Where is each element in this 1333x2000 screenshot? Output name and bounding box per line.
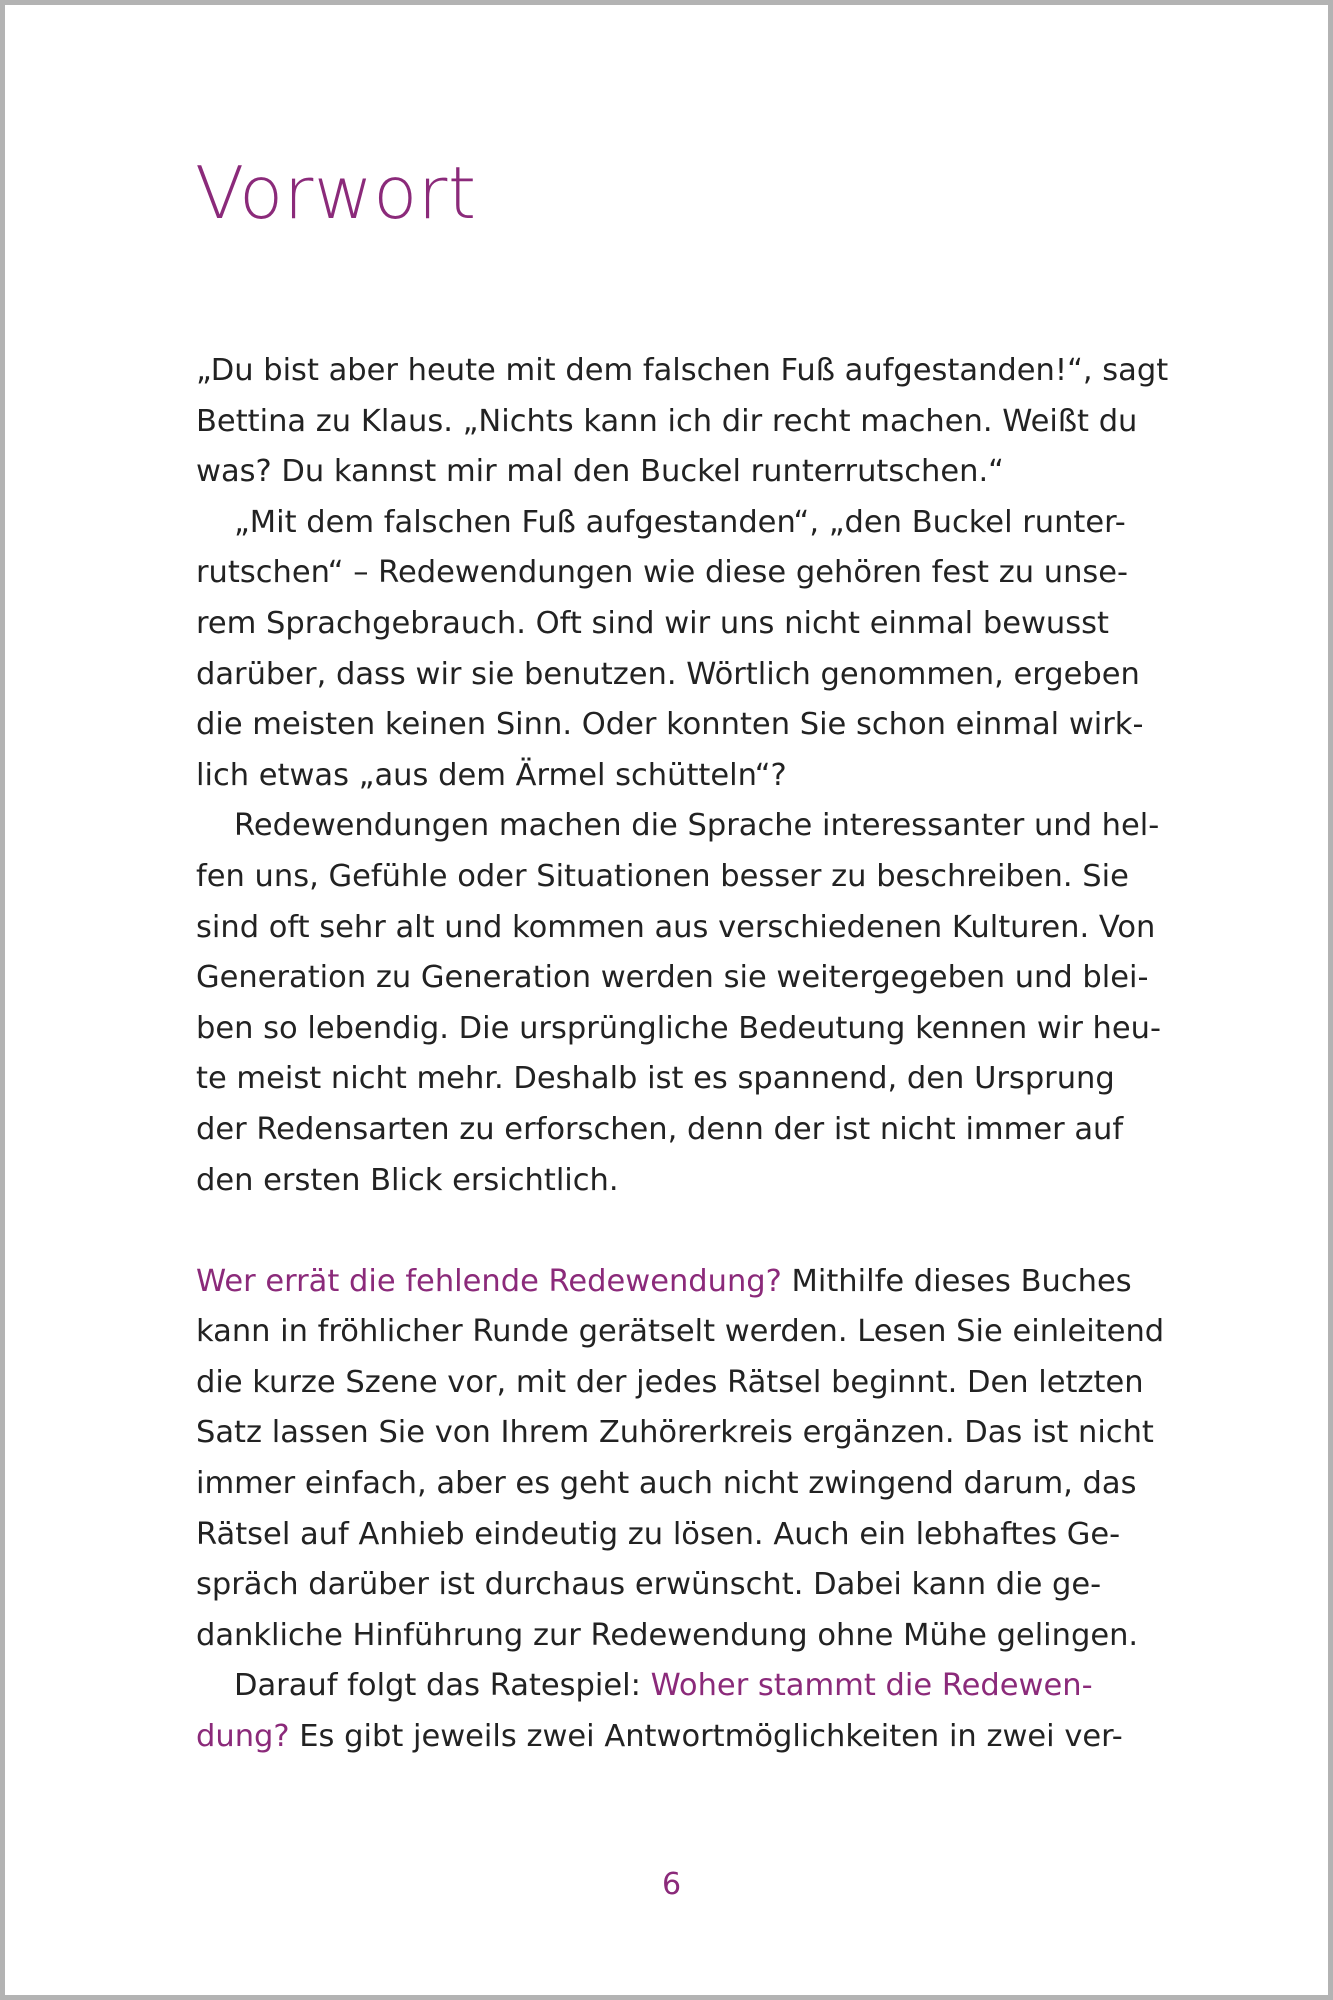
text-line: kann in fröhlicher Runde gerätselt werden. Lesen Sie einleitend [196, 1314, 1165, 1350]
paragraph-redewendungen-intro [196, 498, 1156, 802]
text-line: der Redensarten zu erforschen, denn der ist nicht immer auf [196, 1111, 1124, 1147]
text-fragment: Es gibt jeweils zwei Antwortmöglichkeiten in zwei ver- [289, 1719, 1123, 1755]
text-line: darüber, dass wir sie benutzen. Wörtlich genommen, ergeben [196, 656, 1140, 692]
text-line [196, 1661, 1156, 1712]
text-line: fen uns, Gefühle oder Situationen besser zu beschreiben. Sie [196, 858, 1129, 894]
text-line: Bettina zu Klaus. „Nichts kann ich dir recht machen. Weißt du [196, 403, 1138, 439]
text-line: rem Sprachgebrauch. Oft sind wir uns nicht einmal bewusst [196, 605, 1109, 641]
text-line: immer einfach, aber es geht auch nicht zwingend darum, das [196, 1466, 1137, 1502]
text-line: lich etwas „aus dem Ärmel schütteln“? [196, 757, 787, 793]
text-line: Rätsel auf Anhieb eindeutig zu lösen. Auch ein lebhaftes Ge- [196, 1516, 1121, 1552]
paragraph-ratespiel [196, 1661, 1156, 1762]
text-line: ben so lebendig. Die ursprüngliche Bedeutung kennen wir heu- [196, 1010, 1161, 1046]
highlight-question: Wer errät die fehlende Redewendung? [196, 1263, 782, 1299]
text-fragment: Mithilfe dieses Buches [781, 1263, 1132, 1299]
text-line [196, 1712, 1156, 1763]
text-line: Generation zu Generation werden sie weitergegeben und blei- [196, 960, 1149, 996]
highlight-question: dung? [196, 1719, 290, 1755]
text-line: te meist nicht mehr. Deshalb ist es spannend, den Ursprung [196, 1061, 1115, 1097]
page-title: Vorwort [195, 151, 477, 235]
body-text [196, 346, 1169, 1763]
paragraph-redewendungen-origin [196, 801, 1161, 1206]
paragraph-spacer [196, 1206, 1156, 1257]
text-line: spräch darüber ist durchaus erwünscht. Dabei kann die ge- [196, 1567, 1102, 1603]
text-line: dankliche Hinführung zur Redewendung ohne Mühe gelingen. [196, 1617, 1139, 1653]
text-line: was? Du kannst mir mal den Buckel runterrutschen.“ [196, 454, 1004, 490]
highlight-question: Woher stammt die Redewen- [650, 1668, 1093, 1704]
text-line: Satz lassen Sie von Ihrem Zuhörerkreis ergänzen. Das ist nicht [196, 1415, 1154, 1451]
paragraph-game-intro [196, 1257, 1165, 1662]
text-line: „Mit dem falschen Fuß aufgestanden“, „den Buckel runter- [234, 504, 1126, 540]
text-line: sind oft sehr alt und kommen aus verschiedenen Kulturen. Von [196, 909, 1156, 945]
paragraph-dialogue [196, 346, 1169, 498]
text-line: die meisten keinen Sinn. Oder konnten Sie schon einmal wirk- [196, 707, 1144, 743]
text-line: den ersten Blick ersichtlich. [196, 1162, 619, 1198]
text-line: rutschen“ – Redewendungen wie diese gehören fest zu unse- [196, 555, 1129, 591]
text-line: die kurze Szene vor, mit der jedes Rätsel beginnt. Den letzten [196, 1364, 1144, 1400]
text-fragment: Darauf folgt das Ratespiel: [234, 1668, 651, 1704]
text-line: Redewendungen machen die Sprache interessanter und hel- [234, 808, 1160, 844]
text-line [196, 1257, 1156, 1308]
text-line: „Du bist aber heute mit dem falschen Fuß aufgestanden!“, sagt [196, 353, 1169, 388]
page-number: 6 [661, 1867, 682, 1902]
